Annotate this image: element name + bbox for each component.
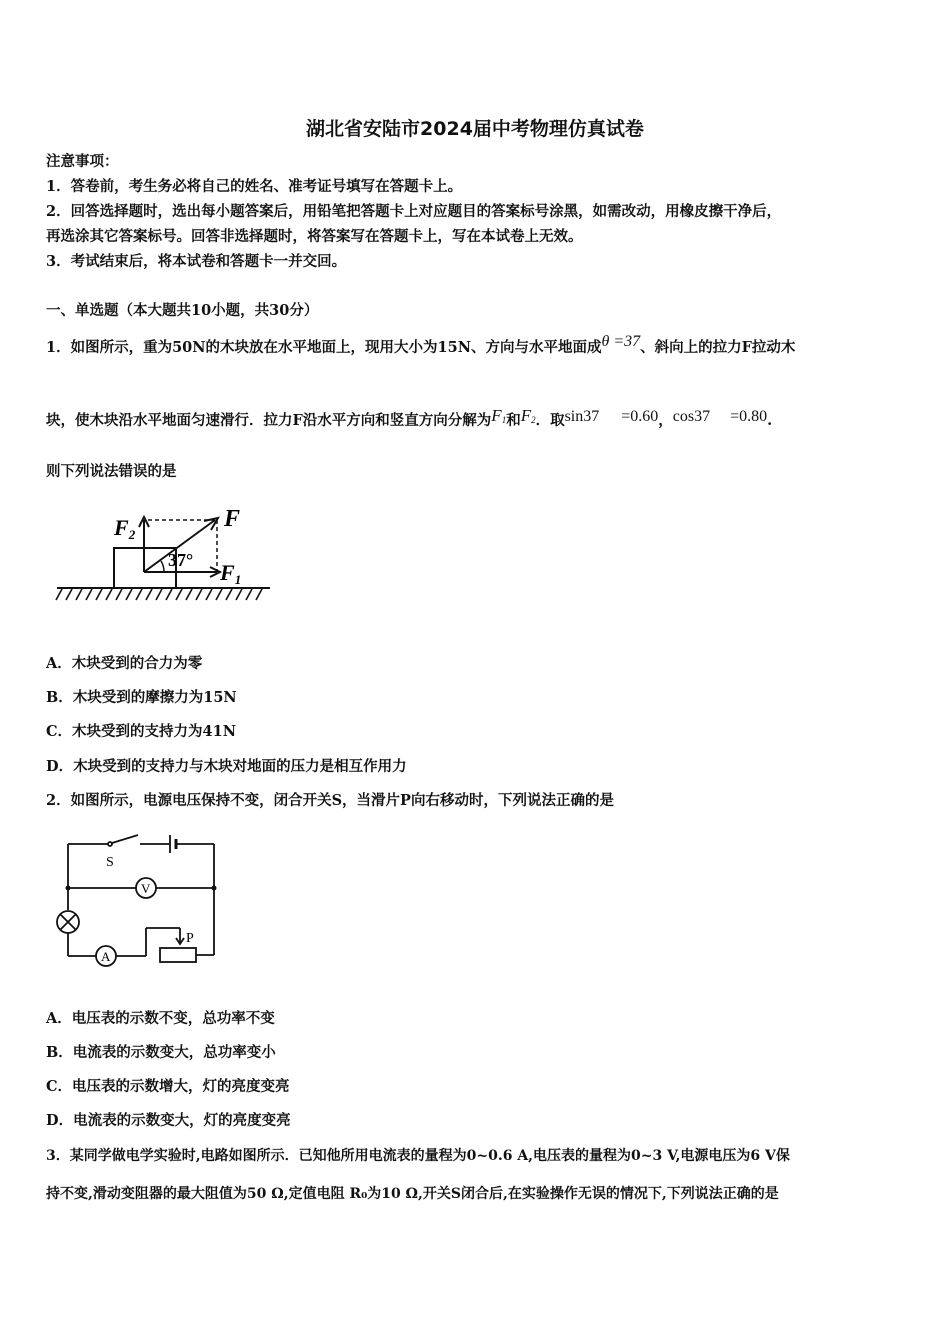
option-a: A．木块受到的合力为零 — [46, 655, 203, 672]
theta-expression: θ =37 — [601, 333, 641, 350]
and-text: 和 — [506, 412, 521, 429]
force-diagram — [52, 500, 277, 610]
question-3-line-2: 持不变,滑动变阻器的最大阻值为50 Ω,定值电阻 R₀为10 Ω,开关S闭合后,在实验操作无误的情况下,下列说法正确的是 — [46, 1186, 779, 1202]
f1-subscript: 1 — [501, 415, 507, 425]
f2-letter: F — [520, 406, 532, 425]
take-text: ．取 — [535, 412, 565, 429]
notice-item: 再选涂其它答案标号。回答非选择题时，将答案写在答题卡上，写在本试卷上无效。 — [46, 228, 583, 245]
ammeter-label: A — [101, 949, 111, 964]
notice-heading: 注意事项： — [46, 153, 119, 170]
option-d: D．电流表的示数变大，灯的亮度变亮 — [46, 1112, 291, 1129]
ground-hatching — [56, 589, 262, 600]
section-heading: 一、单选题（本大题共10小题，共30分） — [46, 302, 319, 319]
switch-contact — [108, 842, 112, 846]
question-1-line-3: 则下列说法错误的是 — [46, 463, 177, 480]
notice-item: 1．答卷前，考生务必将自己的姓名、准考证号填写在答题卡上。 — [46, 178, 463, 195]
option-d: D．木块受到的支持力与木块对地面的压力是相互作用力 — [46, 758, 407, 775]
cos-value: =0.80 — [730, 408, 768, 425]
slider-label: P — [186, 931, 194, 946]
angle-arc — [161, 561, 164, 572]
option-c: C．木块受到的支持力为41N — [46, 723, 236, 740]
f2-subscript: 2 — [531, 415, 536, 425]
page-title: 湖北省安陆市2024届中考物理仿真试卷 — [306, 118, 644, 140]
f1-symbol — [491, 406, 506, 425]
question-1-text: 、斜向上的拉力F拉动木 — [640, 339, 796, 356]
period-text: . — [767, 412, 773, 429]
question-3-line-1: 3．某同学做电学实验时,电路如图所示．已知他所用电流表的量程为0~0.6 A,电压表的量程为0~3 V,电源电压为6 V保 — [46, 1148, 790, 1164]
question-1-line-1 — [46, 333, 796, 358]
f-label: F — [224, 506, 241, 532]
switch-label: S — [106, 855, 114, 870]
circuit-diagram — [48, 830, 223, 975]
question-1-text: 块，使木块沿水平地面匀速滑行．拉力F沿水平方向和竖直方向分解为 — [46, 412, 492, 429]
f1-label: F1 — [220, 560, 242, 587]
comma-text: ， — [658, 412, 673, 429]
f2-label: F2 — [114, 515, 136, 542]
question-1-line-2 — [46, 406, 773, 432]
option-b: B．电流表的示数变大，总功率变小 — [46, 1044, 276, 1061]
option-b: B．木块受到的摩擦力为15N — [46, 689, 237, 706]
question-2-text: 2．如图所示，电源电压保持不变，闭合开关S，当滑片P向右移动时，下列说法正确的是 — [46, 792, 614, 809]
question-1-text: 1．如图所示，重为50N的木块放在水平地面上，现用大小为15N、方向与水平地面成 — [46, 339, 602, 356]
cos-expression: cos37 — [672, 408, 711, 425]
switch-lever — [112, 835, 138, 843]
voltmeter-label: V — [141, 881, 151, 896]
notice-item: 2．回答选择题时，选出每小题答案后，用铅笔把答题卡上对应题目的答案标号涂黑，如需改动，用橡皮擦干净后， — [46, 203, 782, 220]
notice-item: 3．考试结束后，将本试卷和答题卡一并交回。 — [46, 253, 347, 270]
f1-letter: F — [491, 406, 502, 425]
option-a: A．电压表的示数不变，总功率不变 — [46, 1010, 275, 1027]
option-c: C．电压表的示数增大，灯的亮度变亮 — [46, 1078, 290, 1095]
f2-symbol — [521, 406, 536, 425]
sin-value: =0.60 — [621, 408, 659, 425]
sin-expression: sin37 — [564, 408, 600, 425]
angle-label: 37° — [168, 550, 194, 570]
rheostat — [160, 948, 196, 962]
